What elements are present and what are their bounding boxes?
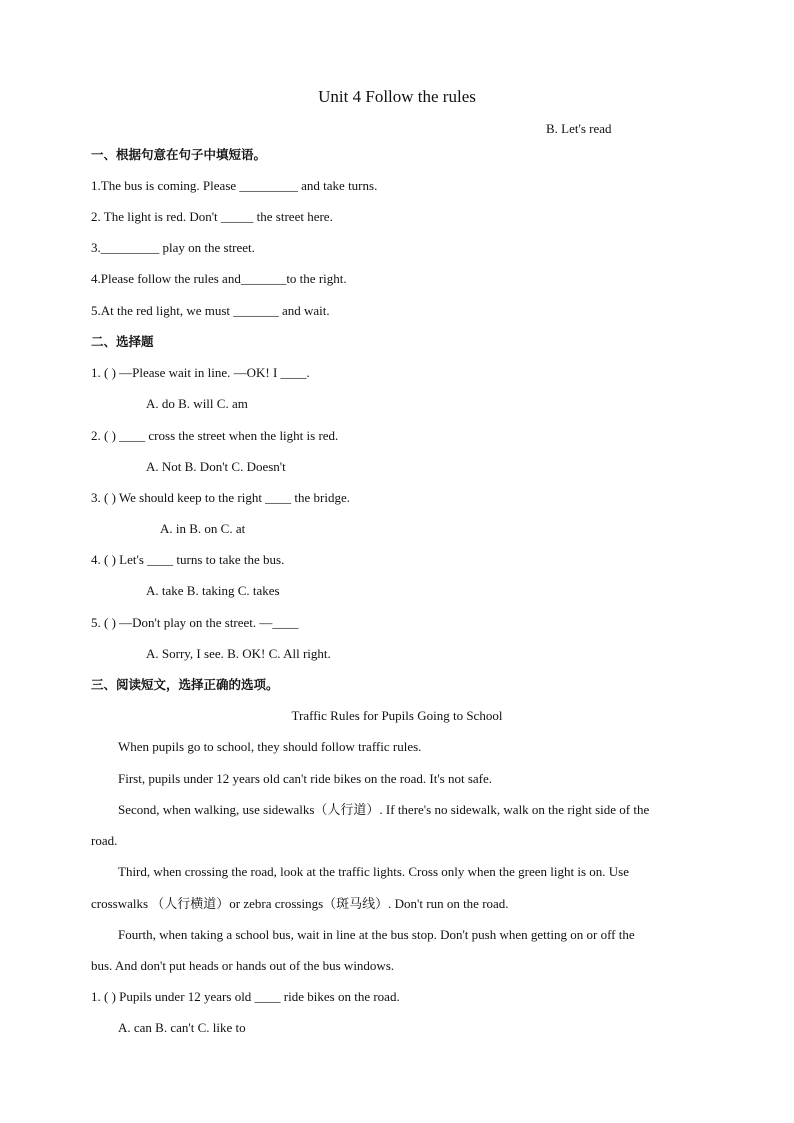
reading-question-options: A. can B. can't C. like to	[118, 1020, 246, 1035]
choice-question-stem: 2. ( ) ____ cross the street when the light is red.	[91, 428, 339, 443]
choice-question-stem: 3. ( ) We should keep to the right ____ the bridge.	[91, 490, 351, 505]
fill-blank-item: 3._________ play on the street.	[91, 240, 255, 255]
choice-question-options: A. in B. on C. at	[160, 521, 246, 536]
choice-question-options: A. take B. taking C. takes	[146, 583, 280, 598]
passage-line: road.	[91, 833, 118, 848]
fill-blank-item: 4.Please follow the rules and_______to the right.	[91, 271, 347, 286]
choice-question-stem: 5. ( ) —Don't play on the street. —____	[91, 615, 299, 630]
page-title: Unit 4 Follow the rules	[318, 87, 476, 106]
passage-line: bus. And don't put heads or hands out of the bus windows.	[91, 958, 395, 973]
fill-blank-item: 2. The light is red. Don't _____ the street here.	[91, 209, 333, 224]
passage-line: Second, when walking, use sidewalks（人行道）. If there's no sidewalk, walk on the right side of the	[118, 802, 650, 817]
choice-question-options: A. Sorry, I see. B. OK! C. All right.	[146, 646, 331, 661]
section3-heading: 三、阅读短文，选择正确的选项。	[91, 677, 279, 692]
passage-line: Fourth, when taking a school bus, wait in line at the bus stop. Don't push when getting on or off the	[118, 927, 635, 942]
passage-title: Traffic Rules for Pupils Going to School	[291, 708, 503, 723]
fill-blank-item: 1.The bus is coming. Please _________ and take turns.	[91, 178, 378, 193]
fill-blank-item: 5.At the red light, we must _______ and wait.	[91, 303, 330, 318]
reading-question-stem: 1. ( ) Pupils under 12 years old ____ ride bikes on the road.	[91, 989, 400, 1004]
passage-line: Third, when crossing the road, look at the traffic lights. Cross only when the green light is on. Use	[118, 864, 629, 879]
page-subtitle: B. Let's read	[546, 121, 612, 136]
choice-question-stem: 4. ( ) Let's ____ turns to take the bus.	[91, 552, 285, 567]
choice-question-options: A. do B. will C. am	[146, 396, 248, 411]
passage-line: crosswalks （人行横道）or zebra crossings（斑马线）. Don't run on the road.	[91, 896, 509, 911]
passage-line: First, pupils under 12 years old can't ride bikes on the road. It's not safe.	[118, 771, 493, 786]
passage-line: When pupils go to school, they should follow traffic rules.	[118, 739, 422, 754]
choice-question-options: A. Not B. Don't C. Doesn't	[146, 459, 286, 474]
section1-heading: 一、根据句意在句子中填短语。	[91, 147, 267, 162]
section2-heading: 二、选择题	[91, 334, 154, 349]
choice-question-stem: 1. ( ) —Please wait in line. —OK! I ____.	[91, 365, 310, 380]
